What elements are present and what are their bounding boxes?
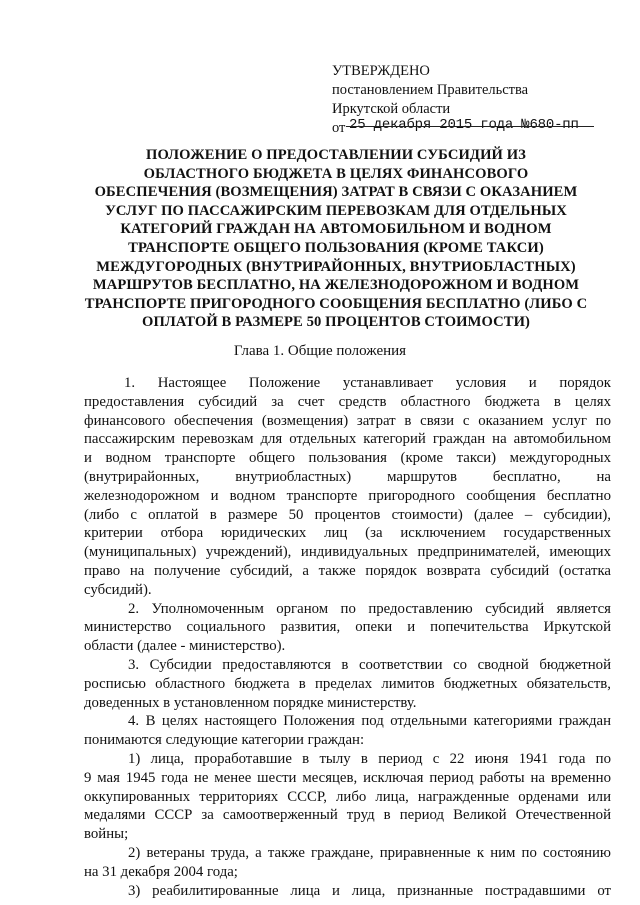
body-line: предоставления субсидий за счет средств областного бюджета в целях [84, 393, 611, 410]
approval-date-line [332, 119, 632, 139]
body-line: 4. В целях настоящего Положения под отдельными категориями граждан [128, 713, 611, 730]
title-line: ТРАНСПОРТЕ ОБЩЕГО ПОЛЬЗОВАНИЯ (КРОМЕ ТАКСИ) [128, 239, 544, 256]
approval-line-1: постановлением Правительства [332, 82, 529, 98]
body-line: 2. Уполномоченным органом по предоставлению субсидий является [128, 600, 611, 617]
body-line: 1. Настоящее Положение устанавливает условия и порядок [124, 375, 611, 391]
body-line: пассажирским перевозкам для отдельных категорий граждан на автомобильном [84, 431, 611, 448]
body-line: и водном транспорте общего пользования (кроме такси) междугородных [84, 450, 611, 467]
title-line: КАТЕГОРИЙ ГРАЖДАН НА АВТОМОБИЛЬНОМ И ВОДНОМ [120, 221, 552, 238]
body-line: министерство социального развития, опеки и попечительства Иркутской [84, 619, 611, 636]
body-line: субсидий). [84, 581, 152, 598]
approval-heading: УТВЕРЖДЕНО [332, 63, 430, 79]
body-line: (муниципальных) учреждений), индивидуальных предпринимателей, имеющих [84, 544, 611, 561]
date-underline [346, 126, 594, 127]
title-line: ПОЛОЖЕНИЕ О ПРЕДОСТАВЛЕНИИ СУБСИДИЙ ИЗ [146, 147, 526, 163]
body-line: доведенных в установленном порядке министерству. [84, 694, 417, 711]
document-body [84, 374, 611, 900]
body-line: 9 мая 1945 года не менее шести месяцев, исключая период работы на временно [84, 769, 611, 786]
title-line: МЕЖДУГОРОДНЫХ (ВНУТРИРАЙОННЫХ, ВНУТРИОБЛАСТНЫХ) [96, 258, 576, 275]
title-line: ОПЛАТОЙ В РАЗМЕРЕ 50 ПРОЦЕНТОВ СТОИМОСТИ) [142, 314, 530, 331]
title-line: ТРАНСПОРТЕ ПРИГОРОДНОГО СООБЩЕНИЯ БЕСПЛАТНО (ЛИБО С [84, 295, 588, 312]
title-line: ОБЛАСТНОГО БЮДЖЕТА В ЦЕЛЯХ ФИНАНСОВОГО [143, 165, 529, 182]
body-line: право на получение субсидий, а также порядок возврата субсидий (остатка [84, 562, 611, 579]
approval-stamp [332, 62, 632, 139]
approval-prefix: от [332, 120, 346, 136]
body-line: (либо с оплатой в размере 50 процентов стоимости) (далее – субсидии), [84, 506, 611, 523]
approval-line-2: Иркутской области [332, 101, 451, 117]
body-line: критерии отбора юридических лиц (за исключением государственных [84, 525, 611, 542]
body-line: на 31 декабря 2004 года; [84, 863, 238, 880]
body-line: 3) реабилитированные лица и лица, признанные пострадавшими от [128, 882, 611, 899]
body-line: (внутрирайонных, внутриобластных) маршрутов бесплатно, на [84, 468, 611, 485]
body-line: области (далее - министерство). [84, 638, 286, 655]
body-line: медалями СССР за самоотверженный труд в период Великой Отечественной [84, 807, 611, 824]
document-title [56, 146, 616, 332]
title-line: УСЛУГ ПО ПАССАЖИРСКИМ ПЕРЕВОЗКАМ ДЛЯ ОТДЕЛЬНЫХ [105, 202, 567, 219]
body-line: росписью областного бюджета в пределах лимитов бюджетных обязательств, [84, 675, 611, 692]
body-line: понимаются следующие категории граждан: [84, 732, 365, 749]
approval-date-number: 25 декабря 2015 года №680-пп [349, 117, 579, 133]
body-line: 3. Субсидии предоставляются в соответствии со сводной бюджетной [128, 656, 611, 673]
chapter-heading: Глава 1. Общие положения [233, 343, 407, 359]
title-line: ОБЕСПЕЧЕНИЯ (ВОЗМЕЩЕНИЯ) ЗАТРАТ В СВЯЗИ С ОКАЗАНИЕМ [94, 184, 578, 201]
body-line: оккупированных территориях СССР, либо лица, награжденные орденами или [84, 788, 611, 805]
body-line: финансового обеспечения (возмещения) затрат в связи с оказанием услуг по [84, 412, 611, 429]
body-line: железнодорожном и водном транспорте пригородного сообщения бесплатно [84, 487, 611, 504]
body-line: войны; [84, 826, 129, 843]
title-line: МАРШРУТОВ БЕСПЛАТНО, НА ЖЕЛЕЗНОДОРОЖНОМ И ВОДНОМ [92, 277, 580, 294]
body-line: 2) ветераны труда, а также граждане, приравненные к ним по состоянию [128, 844, 611, 861]
body-line: 1) лица, проработавшие в тылу в период с 22 июня 1941 года по [128, 750, 611, 767]
